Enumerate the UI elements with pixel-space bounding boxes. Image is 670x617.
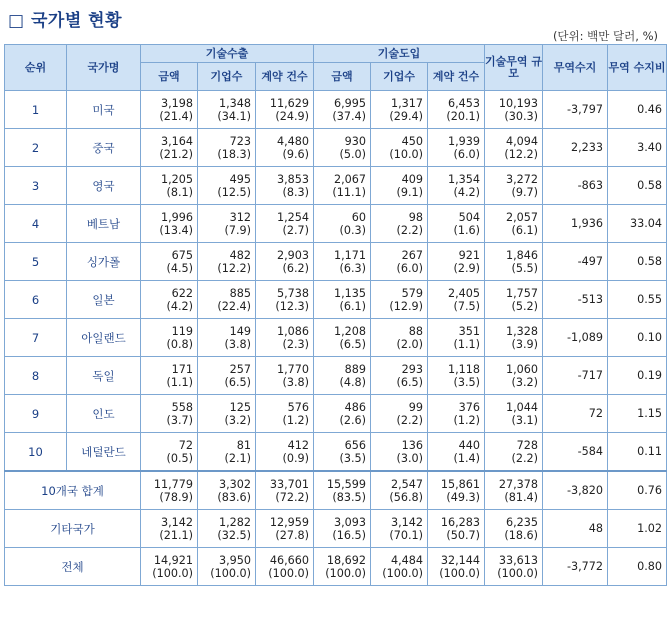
ex_amt-percent: (0.8) (141, 338, 198, 357)
size-percent: (100.0) (485, 567, 543, 586)
ratio-cell: 0.19 (608, 357, 667, 395)
im_cnt-percent: (100.0) (428, 567, 485, 586)
size-value: 1,328 (485, 319, 543, 339)
size-value: 6,235 (485, 510, 543, 530)
balance-cell: 1,936 (543, 205, 608, 243)
ex_firms-value: 495 (198, 167, 256, 187)
im_cnt-percent: (1.2) (428, 414, 485, 433)
ex_cnt-percent: (72.2) (256, 491, 314, 510)
ex_amt-value: 3,198 (141, 91, 198, 111)
balance-cell: -3,797 (543, 91, 608, 129)
ex_amt-value: 171 (141, 357, 198, 377)
ex_amt-percent: (4.2) (141, 300, 198, 319)
im_cnt-value: 32,144 (428, 548, 485, 568)
im_firms-percent: (6.0) (371, 262, 428, 281)
ex_firms-percent: (34.1) (198, 110, 256, 129)
table-row (5, 129, 667, 149)
ex_amt-value: 119 (141, 319, 198, 339)
size-percent: (18.6) (485, 529, 543, 548)
im_amt-value: 1,208 (314, 319, 371, 339)
im_firms-percent: (6.5) (371, 376, 428, 395)
im_cnt-value: 15,861 (428, 471, 485, 491)
ex_firms-percent: (83.6) (198, 491, 256, 510)
ex_cnt-value: 12,959 (256, 510, 314, 530)
ex_cnt-percent: (2.7) (256, 224, 314, 243)
rank-cell: 10 (5, 433, 67, 472)
size-percent: (3.2) (485, 376, 543, 395)
im_firms-value: 4,484 (371, 548, 428, 568)
table-row (5, 205, 667, 225)
table-row (5, 395, 667, 415)
country-cell: 중국 (67, 129, 141, 167)
table-row (5, 281, 667, 301)
im_amt-percent: (16.5) (314, 529, 371, 548)
summary-label: 10개국 합계 (5, 471, 141, 510)
im_amt-value: 3,093 (314, 510, 371, 530)
header-country: 국가명 (67, 45, 141, 91)
im_amt-value: 18,692 (314, 548, 371, 568)
header-export-group: 기술수출 (141, 45, 314, 63)
country-cell: 싱가폴 (67, 243, 141, 281)
im_amt-value: 60 (314, 205, 371, 225)
header-export-firms: 기업수 (198, 63, 256, 91)
im_firms-percent: (100.0) (371, 567, 428, 586)
rank-cell: 7 (5, 319, 67, 357)
ex_cnt-value: 2,903 (256, 243, 314, 263)
im_cnt-value: 2,405 (428, 281, 485, 301)
rank-cell: 5 (5, 243, 67, 281)
im_cnt-percent: (2.9) (428, 262, 485, 281)
ex_cnt-percent: (24.9) (256, 110, 314, 129)
table-row (5, 167, 667, 187)
im_cnt-value: 921 (428, 243, 485, 263)
summary-label: 기타국가 (5, 510, 141, 548)
im_firms-percent: (12.9) (371, 300, 428, 319)
ratio-cell: 0.58 (608, 243, 667, 281)
im_cnt-value: 1,354 (428, 167, 485, 187)
header-trade-size: 기술무역 규모 (485, 45, 543, 91)
size-percent: (30.3) (485, 110, 543, 129)
ex_amt-percent: (3.7) (141, 414, 198, 433)
header-ratio: 무역 수지비 (608, 45, 667, 91)
im_firms-percent: (9.1) (371, 186, 428, 205)
table-row (5, 471, 667, 491)
balance-cell: -513 (543, 281, 608, 319)
ex_firms-percent: (6.5) (198, 376, 256, 395)
table-row (5, 510, 667, 530)
rank-cell: 3 (5, 167, 67, 205)
ex_amt-percent: (21.1) (141, 529, 198, 548)
ex_cnt-percent: (9.6) (256, 148, 314, 167)
im_firms-value: 2,547 (371, 471, 428, 491)
im_cnt-percent: (1.6) (428, 224, 485, 243)
ex_amt-value: 622 (141, 281, 198, 301)
im_amt-percent: (0.3) (314, 224, 371, 243)
im_amt-percent: (11.1) (314, 186, 371, 205)
ex_amt-percent: (100.0) (141, 567, 198, 586)
ex_amt-percent: (4.5) (141, 262, 198, 281)
im_firms-value: 409 (371, 167, 428, 187)
im_firms-percent: (10.0) (371, 148, 428, 167)
table-row (5, 548, 667, 568)
im_amt-percent: (6.3) (314, 262, 371, 281)
ex_amt-percent: (1.1) (141, 376, 198, 395)
size-value: 2,057 (485, 205, 543, 225)
im_cnt-value: 6,453 (428, 91, 485, 111)
ex_amt-value: 72 (141, 433, 198, 453)
ex_firms-percent: (22.4) (198, 300, 256, 319)
ex_firms-value: 81 (198, 433, 256, 453)
im_firms-percent: (2.2) (371, 414, 428, 433)
im_cnt-value: 504 (428, 205, 485, 225)
ex_cnt-value: 1,770 (256, 357, 314, 377)
im_firms-value: 1,317 (371, 91, 428, 111)
ex_firms-percent: (3.8) (198, 338, 256, 357)
ex_firms-value: 885 (198, 281, 256, 301)
im_firms-value: 293 (371, 357, 428, 377)
ex_cnt-percent: (2.3) (256, 338, 314, 357)
ex_cnt-value: 33,701 (256, 471, 314, 491)
ex_cnt-value: 576 (256, 395, 314, 415)
ratio-cell: 1.02 (608, 510, 667, 548)
table-row (5, 319, 667, 339)
page-title: □ 국가별 현황 (8, 11, 123, 31)
table-row (5, 357, 667, 377)
im_amt-percent: (3.5) (314, 452, 371, 471)
size-value: 4,094 (485, 129, 543, 149)
im_cnt-value: 351 (428, 319, 485, 339)
country-cell: 독일 (67, 357, 141, 395)
country-cell: 아일랜드 (67, 319, 141, 357)
ratio-cell: 0.55 (608, 281, 667, 319)
im_firms-value: 579 (371, 281, 428, 301)
im_amt-percent: (100.0) (314, 567, 371, 586)
country-cell: 인도 (67, 395, 141, 433)
ratio-cell: 0.10 (608, 319, 667, 357)
balance-cell: -1,089 (543, 319, 608, 357)
ex_cnt-value: 3,853 (256, 167, 314, 187)
ex_cnt-value: 412 (256, 433, 314, 453)
im_amt-value: 1,171 (314, 243, 371, 263)
ex_firms-percent: (2.1) (198, 452, 256, 471)
ex_cnt-value: 1,086 (256, 319, 314, 339)
ex_cnt-value: 5,738 (256, 281, 314, 301)
rank-cell: 6 (5, 281, 67, 319)
ratio-cell: 3.40 (608, 129, 667, 167)
size-percent: (5.5) (485, 262, 543, 281)
size-value: 3,272 (485, 167, 543, 187)
ex_firms-percent: (32.5) (198, 529, 256, 548)
im_amt-percent: (4.8) (314, 376, 371, 395)
im_firms-value: 88 (371, 319, 428, 339)
im_amt-value: 6,995 (314, 91, 371, 111)
im_cnt-value: 16,283 (428, 510, 485, 530)
ex_firms-percent: (12.5) (198, 186, 256, 205)
ex_firms-value: 257 (198, 357, 256, 377)
rank-cell: 9 (5, 395, 67, 433)
ex_firms-percent: (100.0) (198, 567, 256, 586)
ex_amt-value: 558 (141, 395, 198, 415)
ratio-cell: 0.58 (608, 167, 667, 205)
ex_cnt-percent: (6.2) (256, 262, 314, 281)
country-cell: 일본 (67, 281, 141, 319)
rank-cell: 4 (5, 205, 67, 243)
header-export-contracts: 계약 건수 (256, 63, 314, 91)
size-percent: (12.2) (485, 148, 543, 167)
ratio-cell: 0.11 (608, 433, 667, 472)
ex_amt-percent: (8.1) (141, 186, 198, 205)
ex_amt-percent: (0.5) (141, 452, 198, 471)
ex_firms-value: 3,950 (198, 548, 256, 568)
ex_cnt-value: 4,480 (256, 129, 314, 149)
im_cnt-percent: (4.2) (428, 186, 485, 205)
country-cell: 베트남 (67, 205, 141, 243)
ex_firms-value: 723 (198, 129, 256, 149)
im_amt-percent: (83.5) (314, 491, 371, 510)
ex_firms-value: 1,282 (198, 510, 256, 530)
balance-cell: -584 (543, 433, 608, 472)
im_amt-value: 930 (314, 129, 371, 149)
im_firms-percent: (29.4) (371, 110, 428, 129)
im_cnt-percent: (50.7) (428, 529, 485, 548)
ex_cnt-percent: (0.9) (256, 452, 314, 471)
ex_amt-value: 3,164 (141, 129, 198, 149)
size-percent: (2.2) (485, 452, 543, 471)
im_cnt-percent: (49.3) (428, 491, 485, 510)
header-balance: 무역수지 (543, 45, 608, 91)
ex_amt-value: 14,921 (141, 548, 198, 568)
balance-cell: -717 (543, 357, 608, 395)
ex_amt-value: 3,142 (141, 510, 198, 530)
rank-cell: 2 (5, 129, 67, 167)
im_firms-value: 136 (371, 433, 428, 453)
ex_amt-percent: (13.4) (141, 224, 198, 243)
ratio-cell: 1.15 (608, 395, 667, 433)
ex_firms-value: 482 (198, 243, 256, 263)
header-import-contracts: 계약 건수 (428, 63, 485, 91)
im_amt-percent: (37.4) (314, 110, 371, 129)
im_firms-value: 99 (371, 395, 428, 415)
size-value: 728 (485, 433, 543, 453)
country-status-table (4, 44, 667, 586)
table-row (5, 91, 667, 111)
im_amt-value: 486 (314, 395, 371, 415)
balance-cell: 72 (543, 395, 608, 433)
im_cnt-value: 1,939 (428, 129, 485, 149)
im_firms-percent: (70.1) (371, 529, 428, 548)
im_cnt-percent: (7.5) (428, 300, 485, 319)
size-value: 1,044 (485, 395, 543, 415)
rank-cell: 1 (5, 91, 67, 129)
im_amt-value: 2,067 (314, 167, 371, 187)
size-percent: (81.4) (485, 491, 543, 510)
balance-cell: 48 (543, 510, 608, 548)
balance-cell: -3,772 (543, 548, 608, 586)
rank-cell: 8 (5, 357, 67, 395)
ex_amt-percent: (78.9) (141, 491, 198, 510)
size-percent: (3.1) (485, 414, 543, 433)
im_amt-percent: (2.6) (314, 414, 371, 433)
size-value: 1,757 (485, 281, 543, 301)
ex_firms-value: 1,348 (198, 91, 256, 111)
header-rank: 순위 (5, 45, 67, 91)
im_cnt-percent: (20.1) (428, 110, 485, 129)
im_amt-value: 656 (314, 433, 371, 453)
ratio-cell: 0.46 (608, 91, 667, 129)
balance-cell: -497 (543, 243, 608, 281)
header-import-group: 기술도입 (314, 45, 485, 63)
im_amt-value: 15,599 (314, 471, 371, 491)
size-percent: (3.9) (485, 338, 543, 357)
table-row (5, 433, 667, 453)
im_firms-value: 450 (371, 129, 428, 149)
ex_amt-value: 11,779 (141, 471, 198, 491)
ex_firms-percent: (3.2) (198, 414, 256, 433)
ex_cnt-percent: (1.2) (256, 414, 314, 433)
size-value: 10,193 (485, 91, 543, 111)
balance-cell: -3,820 (543, 471, 608, 510)
ex_firms-percent: (18.3) (198, 148, 256, 167)
ex_cnt-value: 11,629 (256, 91, 314, 111)
ex_cnt-percent: (12.3) (256, 300, 314, 319)
unit-note: (단위: 백만 달러, %) (552, 29, 658, 43)
im_firms-percent: (3.0) (371, 452, 428, 471)
ratio-cell: 33.04 (608, 205, 667, 243)
im_firms-percent: (56.8) (371, 491, 428, 510)
balance-cell: -863 (543, 167, 608, 205)
ratio-cell: 0.76 (608, 471, 667, 510)
ex_firms-value: 149 (198, 319, 256, 339)
ex_firms-percent: (7.9) (198, 224, 256, 243)
header-import-firms: 기업수 (371, 63, 428, 91)
im_firms-value: 267 (371, 243, 428, 263)
ex_firms-value: 3,302 (198, 471, 256, 491)
size-percent: (9.7) (485, 186, 543, 205)
ratio-cell: 0.80 (608, 548, 667, 586)
size-percent: (6.1) (485, 224, 543, 243)
ex_firms-value: 312 (198, 205, 256, 225)
im_cnt-value: 376 (428, 395, 485, 415)
size-percent: (5.2) (485, 300, 543, 319)
size-value: 1,846 (485, 243, 543, 263)
header-import-amount: 금액 (314, 63, 371, 91)
ex_amt-value: 1,996 (141, 205, 198, 225)
ex_cnt-percent: (27.8) (256, 529, 314, 548)
ex_cnt-percent: (8.3) (256, 186, 314, 205)
table-row (5, 243, 667, 263)
country-cell: 미국 (67, 91, 141, 129)
im_amt-percent: (5.0) (314, 148, 371, 167)
im_amt-percent: (6.5) (314, 338, 371, 357)
ex_amt-percent: (21.4) (141, 110, 198, 129)
ex_firms-percent: (12.2) (198, 262, 256, 281)
im_cnt-percent: (3.5) (428, 376, 485, 395)
im_firms-percent: (2.0) (371, 338, 428, 357)
ex_amt-value: 675 (141, 243, 198, 263)
im_firms-percent: (2.2) (371, 224, 428, 243)
summary-label: 전체 (5, 548, 141, 586)
ex_cnt-percent: (100.0) (256, 567, 314, 586)
im_cnt-percent: (1.1) (428, 338, 485, 357)
im_amt-percent: (6.1) (314, 300, 371, 319)
size-value: 27,378 (485, 471, 543, 491)
ex_amt-value: 1,205 (141, 167, 198, 187)
im_amt-value: 1,135 (314, 281, 371, 301)
country-cell: 네덜란드 (67, 433, 141, 472)
im_cnt-percent: (6.0) (428, 148, 485, 167)
size-value: 33,613 (485, 548, 543, 568)
ex_cnt-value: 1,254 (256, 205, 314, 225)
balance-cell: 2,233 (543, 129, 608, 167)
im_firms-value: 3,142 (371, 510, 428, 530)
ex_firms-value: 125 (198, 395, 256, 415)
country-cell: 영국 (67, 167, 141, 205)
ex_cnt-percent: (3.8) (256, 376, 314, 395)
ex_cnt-value: 46,660 (256, 548, 314, 568)
im_cnt-value: 1,118 (428, 357, 485, 377)
im_firms-value: 98 (371, 205, 428, 225)
ex_amt-percent: (21.2) (141, 148, 198, 167)
im_cnt-value: 440 (428, 433, 485, 453)
size-value: 1,060 (485, 357, 543, 377)
im_amt-value: 889 (314, 357, 371, 377)
header-export-amount: 금액 (141, 63, 198, 91)
im_cnt-percent: (1.4) (428, 452, 485, 471)
